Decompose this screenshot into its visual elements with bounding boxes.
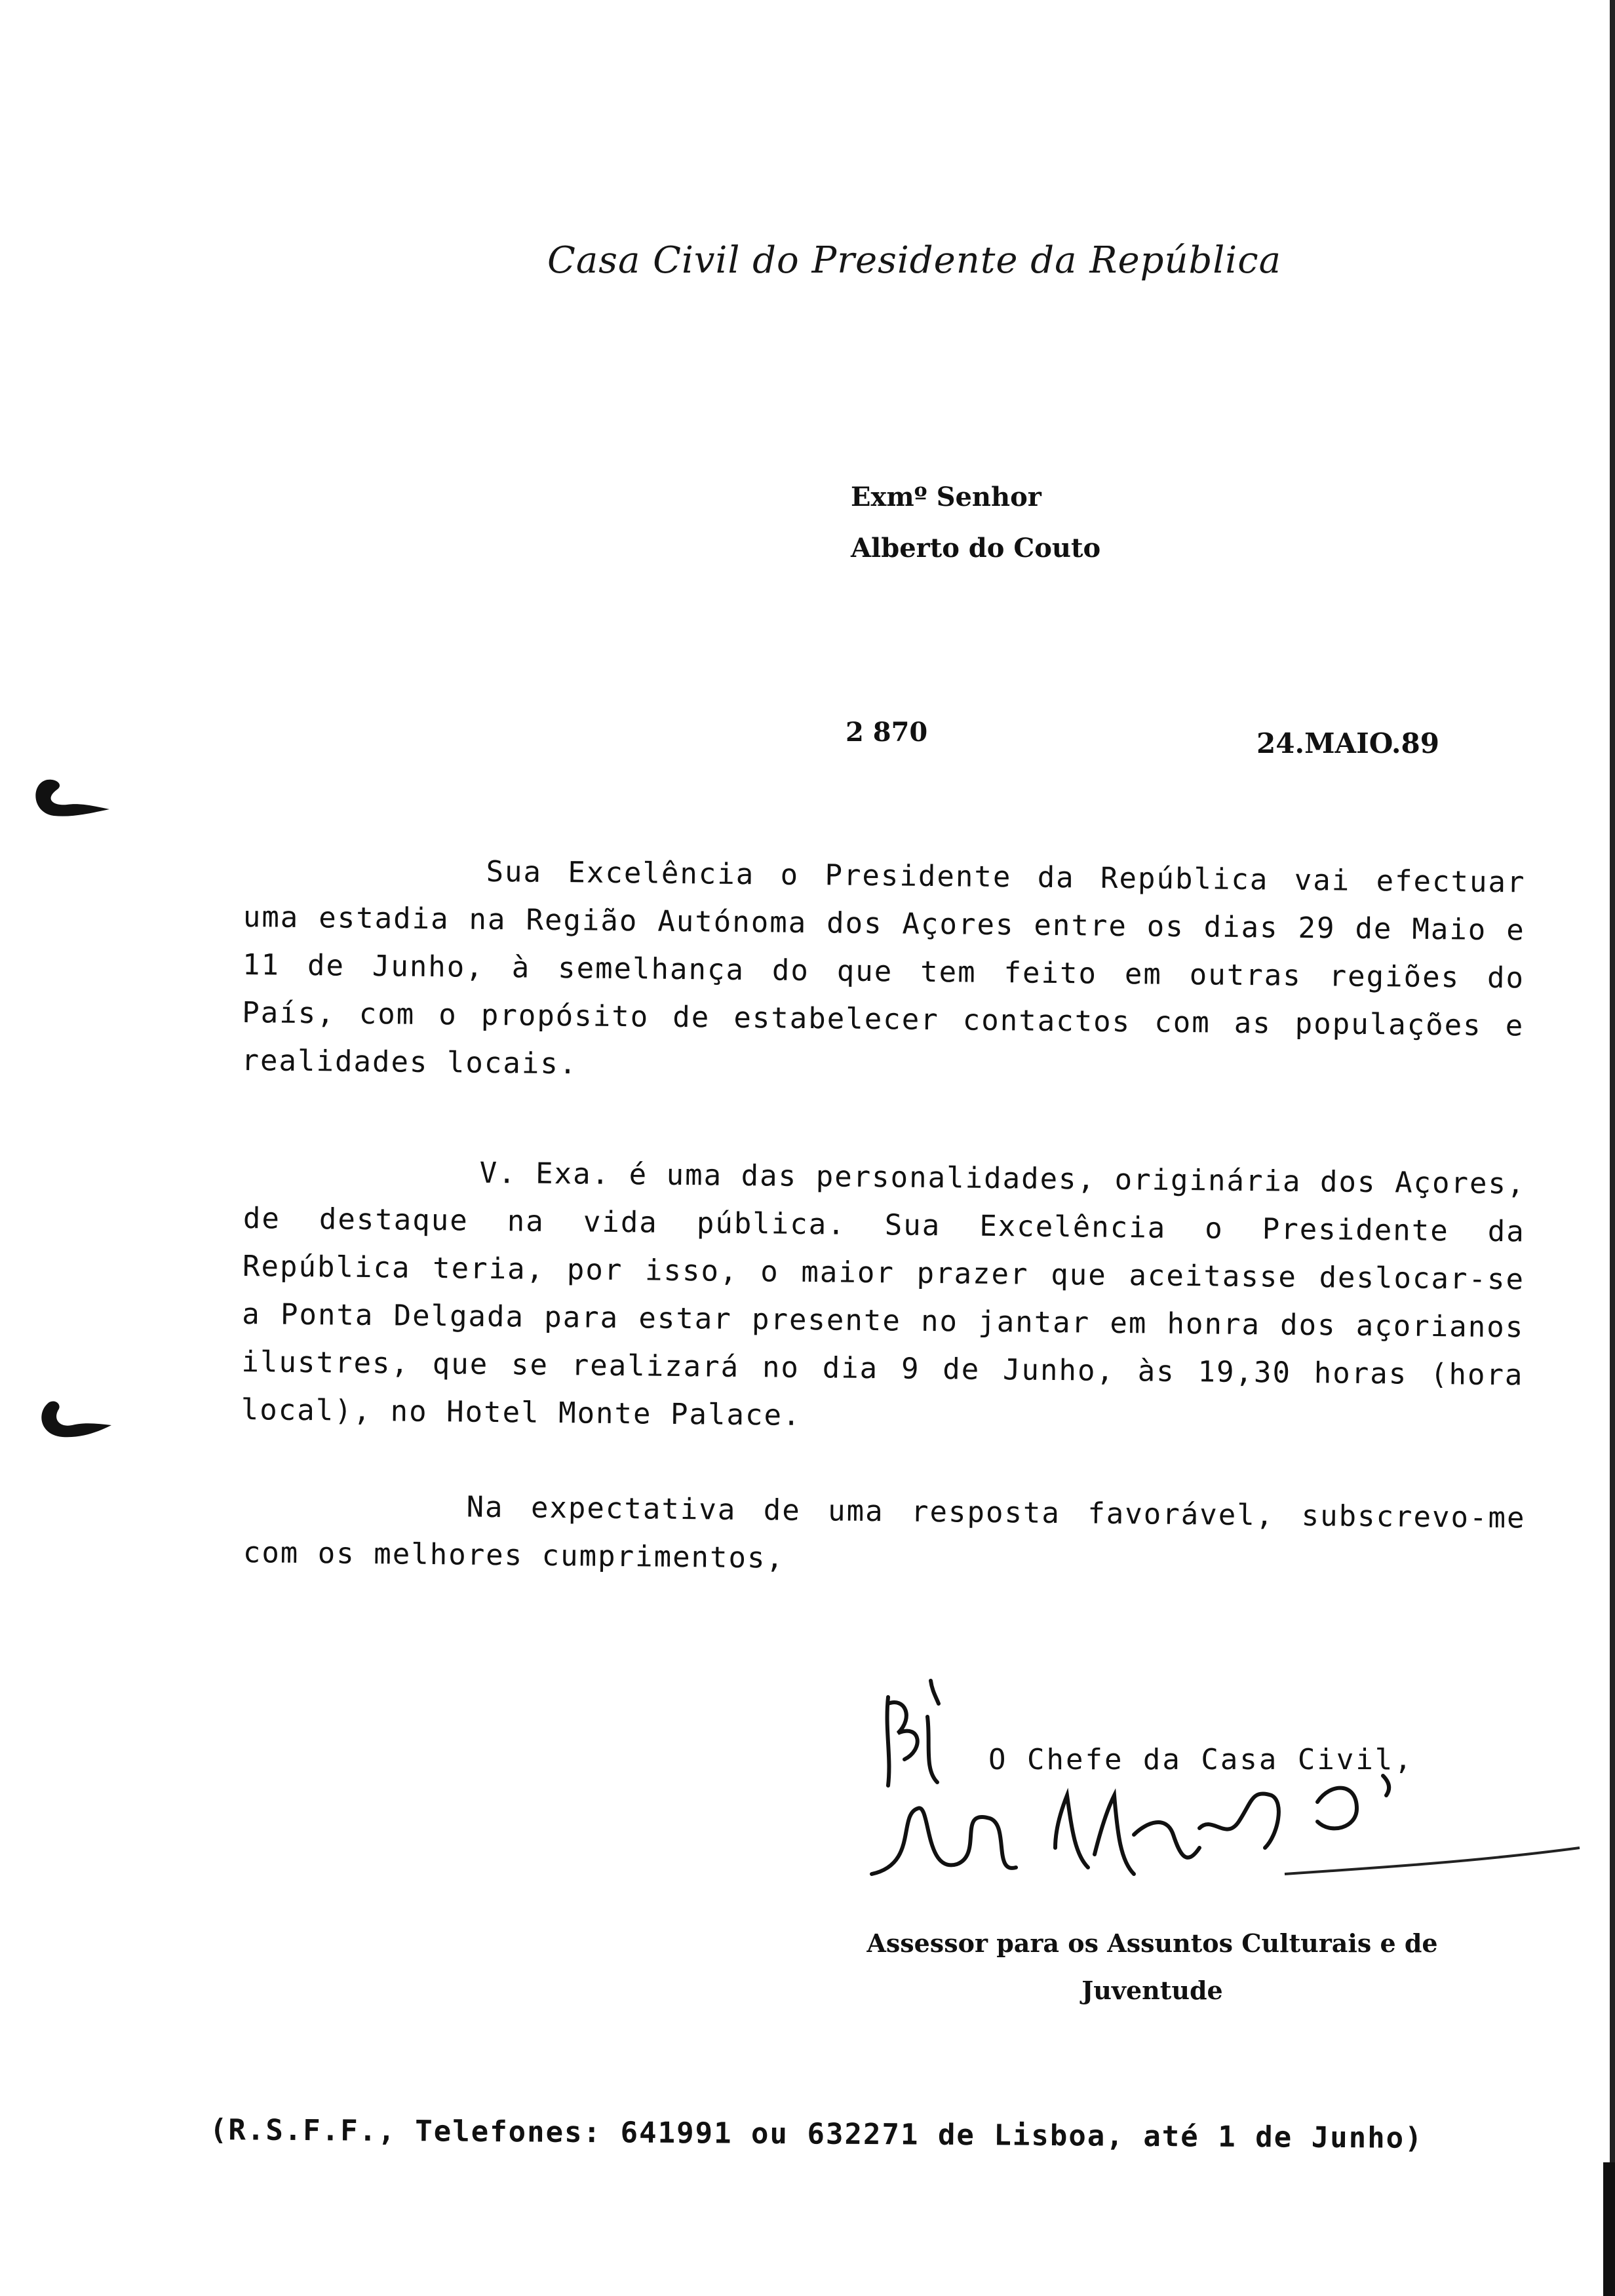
punch-hole-mark-bottom bbox=[36, 1399, 115, 1445]
signatory-title-line-1: Assessor para os Assuntos Culturais e de bbox=[866, 1928, 1438, 1958]
signatory-title bbox=[811, 1920, 1493, 2014]
addressee-name: Alberto do Couto bbox=[851, 533, 1101, 564]
handwritten-signature bbox=[859, 1677, 1599, 1913]
addressee-salutation: Exmº Senhor bbox=[851, 482, 1041, 512]
punch-hole-mark-top bbox=[28, 773, 113, 826]
reference-number: 2 870 bbox=[846, 717, 928, 748]
signatory-title-line-2: Juventude bbox=[1081, 1976, 1223, 2005]
footer-note: (R.S.F.F., Telefones: 641991 ou 632271 de Lisboa, até 1 de Junho) bbox=[209, 2113, 1424, 2155]
body-paragraph-1: Sua Excelência o Presidente da República vai efectuar uma estadia na Região Autónoma dos Açores entre os dias 29 de Maio e 11 de Junho, à semelhança do que tem feito em outras regiões do País, com o propósito de estabelecer contactos com as populações e realidades locais. bbox=[241, 854, 1526, 1081]
closing-line: O Chefe da Casa Civil, bbox=[988, 1743, 1414, 1776]
scan-edge bbox=[1589, 0, 1615, 2296]
body-paragraph-3: Na expectativa de uma resposta favorável, subscrevo-me com os melhores cumprimentos, bbox=[243, 1490, 1526, 1575]
letter-date: 24.MAIO.89 bbox=[1256, 727, 1439, 759]
addressee-block bbox=[851, 472, 1100, 574]
letterhead: Casa Civil do Presidente da República bbox=[547, 239, 1281, 282]
body-paragraph-2: V. Exa. é uma das personalidades, originária dos Açores, de destaque na vida pública. Sua Excelência o Presidente da República teria, por isso, o maior prazer que aceitasse deslocar-se a Ponta Delgada para estar presente no jantar em honra dos açorianos ilustres, que se realizará no dia 9 de Junho, às 19,30 horas (hora local), no Hotel Monte Palace. bbox=[241, 1156, 1526, 1432]
